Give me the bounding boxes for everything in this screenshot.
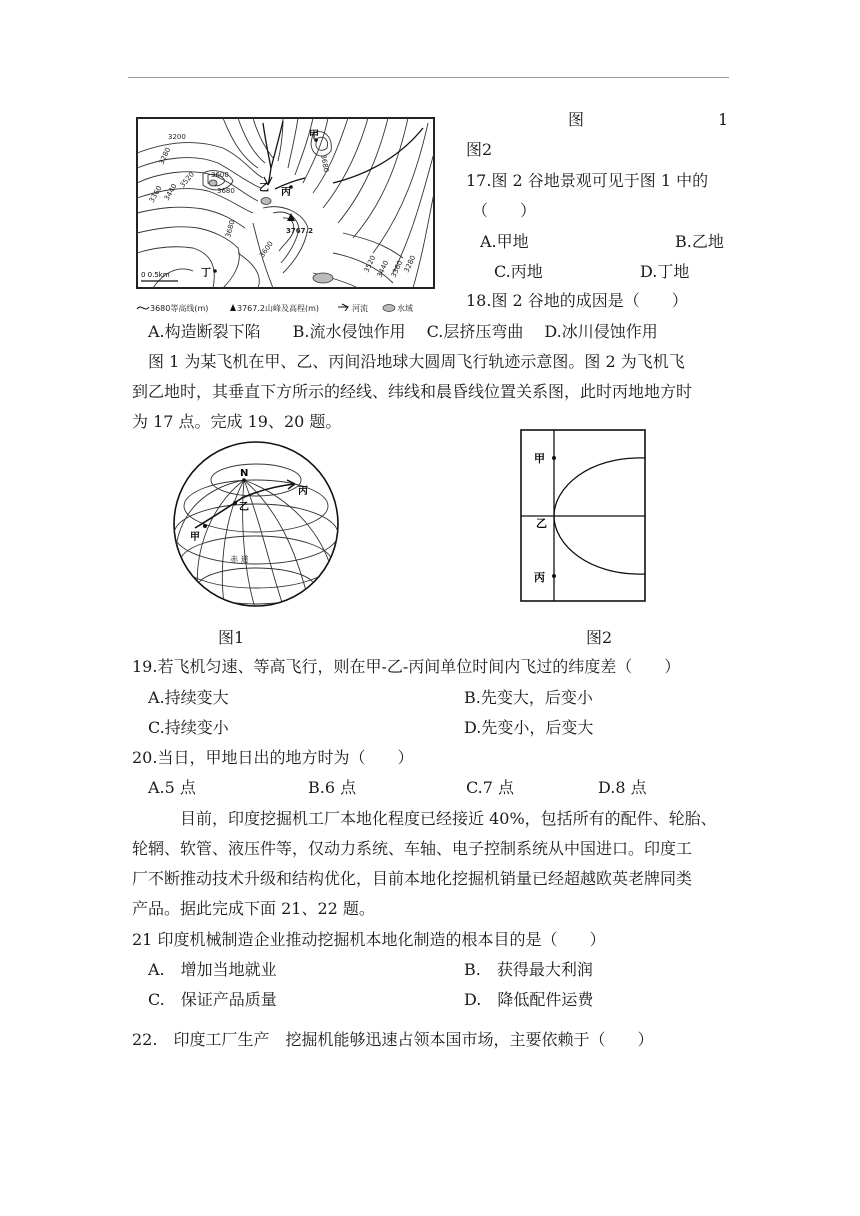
- question-21-stem: 21 印度机械制造企业推动挖掘机本地化制造的根本目的是（ ）: [132, 930, 606, 949]
- legend-water: 水域: [397, 304, 413, 313]
- contour-label: 3680: [319, 153, 331, 173]
- contour-label: 3520: [178, 170, 196, 190]
- river-legend-icon: [338, 304, 348, 311]
- contour-map-figure: [133, 113, 438, 318]
- legend-contour: 3680等高线(m): [150, 304, 209, 313]
- scale-label: 0 0.5km: [141, 271, 170, 279]
- question-18-stem: 18.图 2 谷地的成因是（ ）: [466, 291, 688, 310]
- contour-label: 3360: [389, 259, 405, 279]
- contour-label: 3680: [224, 219, 237, 239]
- water-legend-icon: [383, 305, 395, 312]
- contour-label: 3280: [402, 254, 418, 274]
- q21-option-b[interactable]: B. 获得最大利润: [464, 960, 593, 979]
- q19-option-b[interactable]: B.先变大，后变小: [464, 688, 593, 707]
- legend-peak: 3767.2山峰及高程(m): [237, 304, 320, 313]
- q21-option-d[interactable]: D. 降低配件运费: [464, 990, 594, 1009]
- contour-label: 3360: [147, 184, 164, 204]
- intro-19-20-line1: 图 1 为某飞机在甲、乙、丙间沿地球大圆周飞行轨迹示意图。图 2 为飞机飞: [148, 352, 685, 371]
- intro-21-22-line4: 产品。据此完成下面 21、22 题。: [132, 899, 375, 918]
- header-rule: [128, 77, 729, 78]
- contour-label: 3680: [217, 187, 235, 195]
- intro-19-20-line2: 到乙地时，其垂直下方所示的经线、纬线和晨昏线位置关系图，此时丙地地方时: [132, 382, 693, 401]
- q20-option-c[interactable]: C.7 点: [466, 778, 515, 797]
- globe-caption: 图1: [218, 628, 245, 647]
- globe-figure: [170, 436, 342, 612]
- intro-21-22-line3: 厂不断推动技术升级和结构优化，目前本地化挖掘机销量已经超越欧英老牌同类: [132, 869, 693, 888]
- figure2-label: 图2: [466, 140, 493, 159]
- intro-19-20-line3: 为 17 点。完成 19、20 题。: [132, 412, 342, 431]
- lines-label-yi: 乙: [536, 517, 547, 530]
- question-18-options: A.构造断裂下陷 B.流水侵蚀作用 C.层挤压弯曲 D.冰川侵蚀作用: [148, 322, 658, 341]
- q20-option-b[interactable]: B.6 点: [308, 778, 357, 797]
- question-19-stem: 19.若飞机匀速、等高飞行，则在甲-乙-丙间单位时间内飞过的纬度差（ ）: [132, 657, 681, 676]
- contour-legend-icon: [137, 307, 149, 309]
- q20-option-a[interactable]: A.5 点: [148, 778, 196, 797]
- lines-label-jia: 甲: [534, 452, 545, 465]
- contour-label: 3600: [211, 171, 229, 179]
- contour-label: 3200: [168, 133, 186, 141]
- globe-label-bing: 丙: [298, 486, 308, 497]
- q17-option-b[interactable]: B.乙地: [675, 232, 724, 251]
- q19-option-d[interactable]: D.先变小，后变大: [464, 718, 594, 737]
- question-22-stem: 22. 印度工厂生产 挖掘机能够迅速占领本国市场，主要依赖于（ ）: [132, 1030, 654, 1049]
- figure-label-top-num: 1: [718, 110, 729, 129]
- contour-label: 3600: [258, 239, 275, 260]
- q19-option-c[interactable]: C.持续变小: [148, 718, 229, 737]
- contour-label: 3280: [157, 146, 173, 166]
- q17-option-d[interactable]: D.丁地: [640, 262, 690, 281]
- peak-legend-icon: [230, 304, 236, 311]
- q21-option-a[interactable]: A. 增加当地就业: [148, 960, 277, 979]
- intro-21-22-line2: 轮辋、软管、液压件等，仅动力系统、车轴、电子控制系统从中国进口。印度工: [132, 839, 693, 858]
- map-label-ding: 丁: [201, 268, 211, 279]
- globe-label-n: N: [240, 468, 249, 479]
- lines-caption: 图2: [586, 628, 613, 647]
- contour-label: 3520: [362, 254, 378, 274]
- question-17-paren: （ ）: [472, 201, 537, 220]
- map-label-yi: 乙: [259, 183, 269, 194]
- figure-label-top: 图: [568, 110, 585, 129]
- q17-option-c[interactable]: C.丙地: [494, 262, 543, 281]
- q20-option-d[interactable]: D.8 点: [598, 778, 647, 797]
- lines-label-bing: 丙: [534, 571, 545, 584]
- legend-river: 河流: [352, 304, 368, 313]
- intro-21-22-line1: 目前，印度挖掘机工厂本地化程度已经接近 40%，包括所有的配件、轮胎、: [180, 809, 717, 828]
- map-label-bing: 丙: [281, 187, 291, 198]
- map-label-jia: 甲: [309, 130, 319, 141]
- terminator-figure: [518, 428, 648, 604]
- contour-label: 3440: [162, 182, 179, 202]
- q19-option-a[interactable]: A.持续变大: [148, 688, 229, 707]
- globe-label-equator: 赤 道: [230, 555, 249, 564]
- globe-label-yi: 乙: [239, 502, 249, 513]
- q21-option-c[interactable]: C. 保证产品质量: [148, 990, 277, 1009]
- question-20-stem: 20.当日，甲地日出的地方时为（ ）: [132, 748, 414, 767]
- q17-option-a[interactable]: A.甲地: [480, 232, 529, 251]
- contour-label: 3440: [375, 259, 391, 279]
- globe-label-jia: 甲: [190, 532, 200, 543]
- question-17-stem: 17.图 2 谷地景观可见于图 1 中的: [466, 171, 709, 190]
- peak-elevation-label: 3767.2: [286, 227, 314, 235]
